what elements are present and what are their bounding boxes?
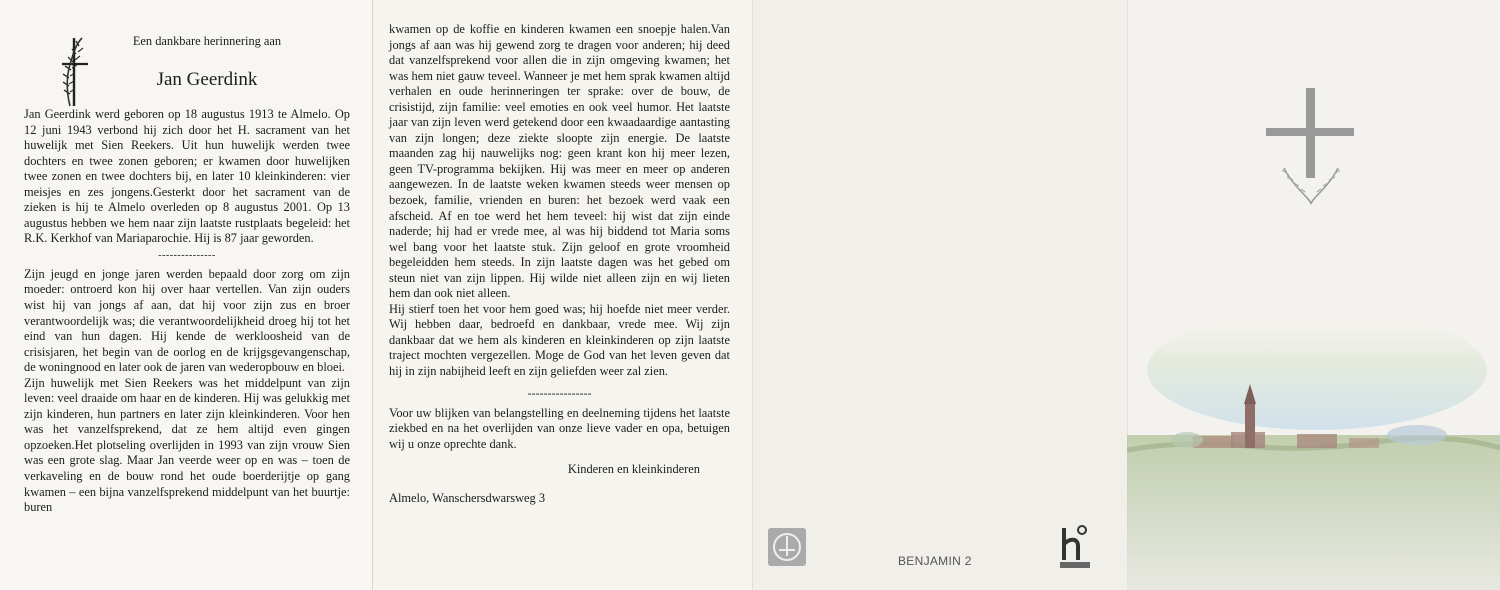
cross-palm-icon (56, 34, 92, 110)
separator: ---------------- (527, 385, 592, 400)
paragraph-youth: Zijn jeugd en jonge jaren werden bepaald door zorg om zijn moeder: ontroerd kon hij over haar vertellen. Van zijn ouders wist hij van jongs af aan, dat hij voor zijn zus en broer verantwoordelijk was; die verantwoordelijkheid droeg hij tot het eind van hun dagen. Hij kende de werkloosheid van de crisisjaren, het begin van de oorlog en de krijgsgevangenschap, de woningnood en later ook de jaren van wederopbouw en bloei. (24, 266, 350, 375)
paragraph-passing: Hij stierf toen het voor hem goed was; hij hoefde niet meer verder. Wij hebben daar, bedroefd en dankbaar, vrede mee. Wij zijn dankbaar dat we hem als kinderen en kleinkinderen op zijn laatste traject mochten vergezellen. Moge de God van het leven geven dat hij in zijn nabijheid leeft en zijn geliefden weer zal zien. (389, 301, 730, 379)
huysman-logo-icon (1056, 522, 1094, 572)
paragraph-thanks: Voor uw blijken van belangstelling en deelneming tijdens het laatste ziekbed en na het overlijden van onze lieve vader en opa, betuigen wij u onze oprechte dank. (389, 405, 730, 451)
paragraph-later-years: kwamen op de koffie en kinderen kwamen een snoepje halen.Van jongs af aan was hij gewend zorg te dragen voor anderen; hij deed dat vanzelfsprekend voor allen die in zijn omgeving kwamen; het was hem niet gauw teveel. Wanneer je met hem sprak kwamen altijd verhalen en oude herinneringen ter sprake: over de bouw, de crisistijd, zijn familie: veel emoties en ook veel humor. Het laatste jaar van zijn leven werd getekend door een kwaadaardige aantasting van zijn longen; deze ziekte sloopte zijn energie. De laatste maanden zag hij nauwelijks nog: geen krant kon hij meer lezen, geen TV-programma bekijken. Hij was meer en meer op anderen aangewezen. In de laatste weken kwamen steeds weer mensen op bezoek, familie, vrienden en buren: het bezoek werd vaak een afscheid. Af en toe werd het hem teveel: hij wist dat zijn einde naderde; hij had er vrede mee, al was hij biddend tot Maria soms wel bang voor het laatste stuk. Zijn geloof en grote vroomheid begeleidden hem steeds. In zijn laatste dagen was het gebed om steun niet van zijn lippen. Hij wilde niet alleen zijn en wij lieten hem dan ook niet alleen. (389, 22, 730, 301)
printer-logo-icon (768, 528, 806, 566)
paragraph-life-facts: Jan Geerdink werd geboren op 18 augustus 1913 te Almelo. Op 12 juni 1943 verbond hij zich door het H. sacrament van het huwelijk met Sien Reekers. Uit hun huwelijk werden twee dochters en twee zonen geboren; er kwamen door huwelijken twee zonen en twee dochters bij, en later 10 kleinkinderen: vier meisjes en zes jongens.Gesterkt door het sacrament van de zieken is hij te Almelo overleden op 8 augustus 2001. Op 13 augustus hebben we hem naar zijn laatste rustplaats begeleid: het R.K. Kerkhof van Mariaparochie. Hij is 87 jaar geworden. (24, 107, 350, 246)
cross-with-palm-icon (1264, 88, 1358, 212)
deceased-name: Jan Geerdink (156, 69, 258, 90)
signature: Kinderen en kleinkinderen (567, 462, 700, 477)
paragraph-marriage: Zijn huwelijk met Sien Reekers was het middelpunt van zijn leven: veel draaide om haar en de kinderen. Hij was gelukkig met zijn kinderen, hun partners en later zijn kleinkinderen. Voor hen was het vanzelfsprekend, dat ze hem altijd even gingen opzoeken.Het plotseling overlijden in 1993 van zijn vrouw Sien was een grote slag. Maar Jan veerde weer op en was – toen de verkaveling en de bouw rond het oude boerderijtje op gang kwamen – een bijna vanzelfsprekend middelpunt van het buurtje: buren (24, 375, 350, 515)
card-heading: Een dankbare herinnering aan (132, 34, 282, 48)
village-landscape-illustration (1127, 300, 1500, 590)
separator: --------------- (158, 249, 216, 261)
series-label: BENJAMIN 2 (898, 554, 972, 568)
panel-left (0, 0, 372, 590)
panel-middle (372, 0, 752, 590)
panel-back (752, 0, 1127, 590)
address: Almelo, Wanschersdwarsweg 3 (389, 491, 546, 506)
